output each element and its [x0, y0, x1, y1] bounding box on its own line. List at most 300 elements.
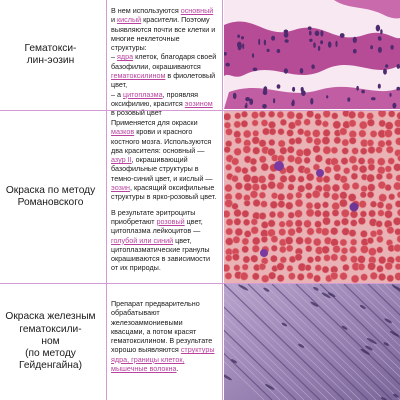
red-blood-cell — [332, 202, 340, 210]
red-blood-cell — [388, 111, 395, 117]
red-blood-cell — [323, 129, 330, 136]
blood-smear-image — [224, 111, 400, 283]
text-segment: Препарат предварительно обрабатывают железоаммониевыми квасцами, а потом красят гематоксилином. В результате хорошо выявляются — [111, 299, 213, 355]
highlighted-term: голубой или синий — [111, 235, 174, 245]
red-blood-cell — [307, 273, 314, 280]
red-blood-cell — [252, 245, 259, 252]
red-blood-cell — [268, 173, 275, 180]
text-segment: клеток, благодаря своей базофилии, окрашиваются — [111, 52, 217, 71]
red-blood-cell — [234, 121, 241, 128]
description-paragraph — [111, 6, 217, 118]
red-blood-cell — [225, 255, 232, 262]
red-blood-cell — [385, 262, 393, 270]
red-blood-cell — [395, 256, 400, 263]
red-blood-cell — [242, 246, 249, 253]
red-blood-cell — [235, 166, 242, 173]
red-blood-cell — [225, 184, 233, 192]
red-blood-cell — [298, 185, 305, 192]
nucleus — [347, 97, 350, 101]
red-blood-cell — [270, 201, 278, 209]
nucleus — [226, 63, 230, 67]
red-blood-cell — [386, 203, 393, 210]
red-blood-cell — [352, 148, 359, 155]
method-desc-he — [111, 6, 217, 118]
red-blood-cell — [376, 173, 383, 180]
red-blood-cell — [332, 113, 339, 120]
red-blood-cell — [288, 273, 295, 280]
red-blood-cell — [322, 137, 330, 145]
nucleus — [310, 98, 313, 105]
red-blood-cell — [287, 130, 294, 137]
text-segment: Применяется для окраски — [111, 118, 198, 127]
red-blood-cell — [234, 209, 242, 217]
text-segment: В нем используются — [111, 6, 181, 15]
red-blood-cell — [332, 193, 339, 200]
red-blood-cell — [261, 184, 268, 191]
highlighted-term: гематоксилином — [111, 71, 166, 81]
red-blood-cell — [277, 263, 285, 271]
red-blood-cell — [350, 211, 358, 219]
red-blood-cell — [340, 128, 347, 135]
red-blood-cell — [395, 200, 400, 207]
red-blood-cell — [330, 227, 338, 235]
red-blood-cell — [295, 210, 303, 218]
red-blood-cell — [259, 212, 266, 219]
red-blood-cell — [342, 148, 349, 155]
red-blood-cell — [268, 121, 275, 128]
highlighted-term: эозин — [111, 183, 130, 193]
nucleus — [311, 64, 315, 69]
highlighted-term: мазков — [111, 127, 135, 137]
red-blood-cell — [359, 130, 366, 137]
red-blood-cell — [368, 164, 375, 171]
nucleus — [238, 44, 242, 51]
red-blood-cell — [243, 256, 250, 263]
red-blood-cell — [244, 230, 251, 237]
red-blood-cell — [377, 236, 384, 243]
red-blood-cell — [368, 146, 375, 153]
red-blood-cell — [268, 111, 275, 118]
red-blood-cell — [251, 219, 258, 226]
nucleus — [371, 97, 376, 100]
red-blood-cell — [360, 148, 367, 155]
red-blood-cell — [259, 263, 266, 270]
red-blood-cell — [323, 111, 331, 118]
red-blood-cell — [306, 173, 314, 181]
red-blood-cell — [242, 238, 249, 245]
red-blood-cell — [234, 218, 241, 225]
red-blood-cell — [242, 264, 248, 270]
nucleus — [313, 42, 316, 48]
red-blood-cell — [226, 228, 233, 235]
red-blood-cell — [244, 200, 250, 206]
red-blood-cell — [224, 146, 231, 153]
nucleus — [328, 41, 332, 47]
red-blood-cell — [289, 138, 296, 145]
red-blood-cell — [234, 265, 240, 271]
red-blood-cell — [367, 174, 375, 182]
method-name-romanovsky: Окраска по методу Романовского — [5, 184, 96, 208]
red-blood-cell — [243, 130, 251, 138]
red-blood-cell — [287, 111, 295, 119]
red-blood-cell — [225, 238, 233, 246]
red-blood-cell — [389, 194, 395, 200]
nucleus — [273, 98, 275, 103]
red-blood-cell — [288, 184, 295, 191]
red-blood-cell — [378, 256, 386, 264]
red-blood-cell — [224, 113, 231, 120]
red-blood-cell — [349, 246, 356, 253]
red-blood-cell — [224, 122, 231, 129]
red-blood-cell — [349, 156, 357, 164]
red-blood-cell — [224, 264, 230, 272]
highlighted-term: цитоплазма — [123, 89, 163, 99]
red-blood-cell — [304, 130, 311, 137]
red-blood-cell — [348, 111, 356, 119]
red-blood-cell — [385, 210, 393, 218]
red-blood-cell — [349, 120, 356, 127]
red-blood-cell — [286, 202, 294, 210]
red-blood-cell — [226, 128, 233, 135]
red-blood-cell — [304, 220, 312, 228]
red-blood-cell — [314, 210, 321, 217]
nucleus — [253, 68, 258, 72]
nucleus — [378, 47, 382, 53]
red-blood-cell — [315, 256, 321, 262]
he-stained-tissue-svg — [224, 0, 400, 109]
red-blood-cell — [331, 254, 338, 261]
red-blood-cell — [268, 220, 275, 227]
red-blood-cell — [271, 236, 278, 243]
red-blood-cell — [394, 163, 400, 171]
red-blood-cell — [350, 256, 357, 263]
nucleus — [241, 36, 244, 39]
red-blood-cell — [377, 202, 384, 209]
red-blood-cell — [232, 158, 239, 165]
red-blood-cell — [278, 201, 285, 208]
red-blood-cell — [295, 220, 302, 227]
red-blood-cell — [252, 183, 260, 191]
nucleus — [301, 90, 306, 96]
nucleus — [390, 45, 393, 50]
red-blood-cell — [367, 237, 374, 244]
red-blood-cell — [285, 237, 293, 245]
nucleus — [370, 45, 373, 49]
red-blood-cell — [393, 217, 400, 225]
nucleus — [300, 68, 304, 74]
red-blood-cell — [278, 140, 285, 147]
red-blood-cell — [386, 173, 393, 180]
he-stained-tissue-image — [224, 0, 400, 109]
red-blood-cell — [384, 130, 392, 138]
nucleus — [389, 93, 391, 97]
red-blood-cell — [270, 255, 277, 262]
red-blood-cell — [395, 273, 400, 281]
red-blood-cell — [332, 184, 340, 192]
muscle-fibers-svg — [224, 284, 400, 400]
red-blood-cell — [269, 139, 276, 146]
red-blood-cell — [394, 127, 400, 135]
red-blood-cell — [253, 199, 260, 206]
red-blood-cell — [240, 272, 248, 280]
red-blood-cell — [368, 184, 376, 192]
red-blood-cell — [251, 112, 258, 119]
red-blood-cell — [298, 176, 305, 183]
nucleus — [320, 40, 323, 44]
red-blood-cell — [394, 119, 400, 127]
red-blood-cell — [323, 176, 330, 183]
nucleus — [376, 25, 380, 32]
muscle-fibers-image — [224, 284, 400, 400]
red-blood-cell — [297, 128, 304, 135]
nucleus — [284, 68, 288, 73]
column-divider — [106, 0, 107, 400]
red-blood-cell — [279, 246, 286, 253]
red-blood-cell — [340, 176, 347, 183]
red-blood-cell — [252, 237, 260, 245]
red-blood-cell — [277, 182, 285, 190]
red-blood-cell — [251, 227, 259, 235]
red-blood-cell — [385, 184, 392, 191]
nucleus — [308, 26, 312, 30]
red-blood-cell — [322, 202, 328, 208]
red-blood-cell — [341, 209, 349, 217]
text-segment: и — [111, 15, 118, 25]
red-blood-cell — [378, 111, 386, 117]
nucleus — [284, 32, 289, 37]
red-blood-cell — [279, 229, 286, 236]
red-blood-cell — [330, 272, 338, 280]
red-blood-cell — [235, 137, 242, 144]
red-blood-cell — [315, 265, 322, 272]
description-paragraph — [111, 208, 217, 273]
red-blood-cell — [287, 265, 293, 271]
red-blood-cell — [280, 147, 287, 154]
red-blood-cell — [350, 220, 357, 227]
red-blood-cell — [277, 211, 284, 218]
red-blood-cell — [387, 227, 394, 234]
red-blood-cell — [243, 174, 251, 182]
nucleus — [353, 49, 357, 54]
red-blood-cell — [322, 246, 330, 254]
red-blood-cell — [350, 239, 357, 246]
red-blood-cell — [305, 183, 312, 190]
highlighted-term: азур II — [111, 155, 132, 165]
nucleus — [318, 46, 320, 51]
red-blood-cell — [368, 262, 376, 270]
red-blood-cell — [261, 201, 268, 208]
nucleus — [361, 90, 365, 94]
nucleus — [277, 84, 281, 89]
text-segment: , проявляя оксифилию, красится — [111, 89, 198, 108]
red-blood-cell — [314, 275, 321, 282]
red-blood-cell — [261, 221, 268, 228]
red-blood-cell — [232, 254, 239, 261]
red-blood-cell — [295, 119, 302, 126]
nucleus — [379, 37, 382, 40]
red-blood-cell — [323, 191, 330, 198]
text-segment: в розовый цвет — [111, 108, 162, 118]
red-blood-cell — [306, 209, 314, 217]
description-paragraph — [111, 299, 217, 373]
red-blood-cell — [295, 254, 302, 261]
red-blood-cell — [250, 166, 256, 172]
highlighted-term: кислый — [117, 15, 142, 25]
red-blood-cell — [378, 210, 385, 217]
red-blood-cell — [396, 175, 400, 182]
red-blood-cell — [349, 230, 356, 237]
red-blood-cell — [261, 236, 268, 243]
red-blood-cell — [226, 219, 233, 226]
red-blood-cell — [259, 156, 266, 163]
red-blood-cell — [313, 145, 321, 153]
red-blood-cell — [243, 146, 251, 154]
red-blood-cell — [315, 221, 322, 228]
red-blood-cell — [234, 131, 241, 138]
red-blood-cell — [225, 272, 232, 279]
red-blood-cell — [277, 275, 284, 282]
red-blood-cell — [325, 166, 332, 173]
red-blood-cell — [313, 238, 321, 246]
red-blood-cell — [379, 120, 386, 127]
highlighted-term: основный — [180, 6, 214, 15]
red-blood-cell — [303, 148, 311, 156]
red-blood-cell — [232, 203, 239, 210]
red-blood-cell — [252, 273, 259, 280]
red-blood-cell — [370, 230, 377, 237]
red-blood-cell — [235, 228, 243, 236]
text-segment: красители. Поэтому выявляются почти все клетки и многие неклеточные структуры: – — [111, 15, 216, 62]
red-blood-cell — [306, 111, 313, 118]
nucleus — [383, 69, 387, 75]
red-blood-cell — [361, 185, 368, 192]
red-blood-cell — [315, 119, 322, 126]
red-blood-cell — [351, 173, 358, 180]
highlighted-term: ядра — [117, 52, 134, 62]
red-blood-cell — [279, 221, 285, 227]
red-blood-cell — [252, 137, 260, 145]
red-blood-cell — [340, 192, 348, 200]
red-blood-cell — [244, 183, 252, 191]
red-blood-cell — [307, 257, 314, 264]
red-blood-cell — [358, 256, 366, 264]
nucleus — [264, 40, 266, 46]
red-blood-cell — [278, 128, 285, 135]
red-blood-cell — [232, 175, 239, 182]
red-blood-cell — [333, 164, 341, 172]
red-blood-cell — [286, 220, 293, 227]
red-blood-cell — [235, 182, 242, 189]
red-blood-cell — [306, 137, 313, 144]
red-blood-cell — [360, 230, 367, 237]
red-blood-cell — [261, 163, 269, 171]
red-blood-cell — [262, 128, 269, 135]
red-blood-cell — [312, 190, 320, 198]
red-blood-cell — [348, 194, 356, 202]
red-blood-cell — [225, 140, 232, 147]
red-blood-cell — [259, 111, 266, 118]
red-blood-cell — [297, 273, 304, 280]
red-blood-cell — [331, 147, 338, 154]
red-blood-cell — [377, 247, 383, 253]
nucleus — [277, 49, 281, 53]
red-blood-cell — [271, 193, 277, 199]
red-blood-cell — [296, 227, 303, 234]
red-blood-cell — [225, 164, 231, 170]
red-blood-cell — [235, 193, 242, 200]
red-blood-cell — [296, 149, 304, 157]
red-blood-cell — [341, 218, 348, 225]
red-blood-cell — [322, 210, 329, 217]
text-segment: . — [176, 364, 179, 374]
nucleus — [340, 33, 345, 38]
red-blood-cell — [295, 157, 303, 165]
nucleus — [271, 36, 275, 41]
method-desc-heidenhain — [111, 299, 217, 373]
red-blood-cell — [280, 175, 287, 182]
nucleus — [242, 43, 244, 49]
red-blood-cell — [377, 265, 384, 272]
red-blood-cell — [386, 140, 392, 146]
red-blood-cell — [296, 112, 303, 119]
red-blood-cell — [295, 199, 303, 207]
blood-smear-svg — [224, 111, 400, 283]
red-blood-cell — [387, 275, 394, 282]
red-blood-cell — [252, 120, 258, 126]
text-segment: В результате эритроциты приобретают — [111, 207, 196, 226]
column-divider — [222, 0, 223, 400]
red-blood-cell — [340, 255, 347, 262]
red-blood-cell — [395, 263, 400, 269]
red-blood-cell — [340, 239, 347, 246]
red-blood-cell — [271, 245, 277, 251]
red-blood-cell — [304, 119, 311, 126]
red-blood-cell — [367, 113, 374, 120]
red-blood-cell — [340, 272, 348, 280]
red-blood-cell — [306, 202, 313, 209]
red-blood-cell — [233, 236, 240, 243]
red-blood-cell — [287, 146, 294, 153]
red-blood-cell — [307, 228, 314, 235]
red-blood-cell — [360, 211, 367, 218]
red-blood-cell — [352, 182, 359, 189]
nucleus — [262, 104, 267, 109]
text-segment: в фиолетовый цвет, – а — [111, 71, 216, 99]
nucleus — [315, 31, 320, 37]
red-blood-cell — [295, 137, 302, 144]
red-blood-cell — [358, 263, 365, 270]
red-blood-cell — [250, 191, 258, 199]
highlighted-term: эозином — [184, 98, 213, 108]
red-blood-cell — [359, 201, 366, 208]
red-blood-cell — [250, 158, 257, 165]
red-blood-cell — [359, 165, 367, 173]
red-blood-cell — [369, 210, 376, 217]
red-blood-cell — [288, 212, 295, 219]
nucleus — [378, 84, 381, 89]
nucleus — [356, 86, 359, 91]
nucleus — [291, 101, 294, 106]
red-blood-cell — [385, 122, 393, 130]
red-blood-cell — [277, 111, 284, 118]
red-blood-cell — [242, 167, 249, 174]
red-blood-cell — [312, 130, 320, 138]
red-blood-cell — [286, 165, 294, 173]
nucleus — [285, 39, 289, 43]
nucleus — [245, 97, 250, 101]
red-blood-cell — [334, 220, 341, 227]
red-blood-cell — [394, 182, 400, 190]
